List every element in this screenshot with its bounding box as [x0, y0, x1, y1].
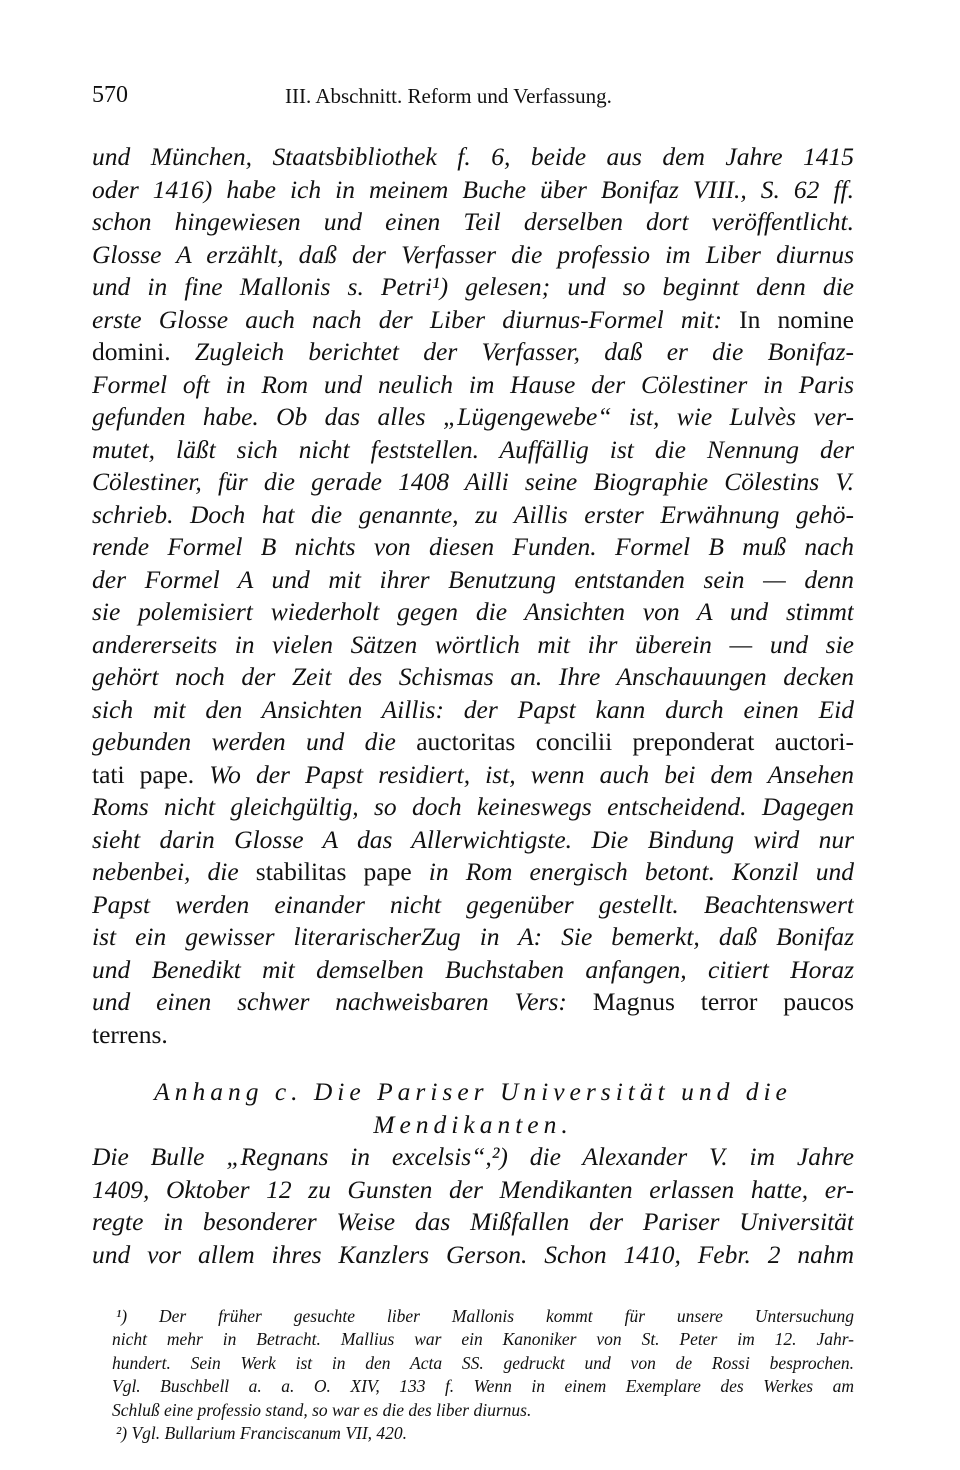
text-line — [92, 661, 854, 694]
text-segment: schon hingewiesen und einen Teil derselben dort veröffentlicht. — [92, 207, 854, 236]
text-line — [92, 1019, 854, 1052]
text-line — [92, 141, 854, 174]
text-segment: Zugleich berichtet der Verfasser, daß er die Bonifaz- — [194, 337, 854, 366]
text-segment: und Benedikt mit demselben Buchstaben anfangen, citiert Horaz — [92, 954, 854, 984]
footnote-line: ²) Vgl. Bullarium Franciscanum VII, 420. — [116, 1422, 408, 1443]
text-line — [92, 239, 854, 272]
footnotes — [92, 1305, 854, 1445]
text-segment: terrens. — [92, 1019, 168, 1049]
body-paragraph — [92, 141, 854, 1051]
text-line — [92, 954, 854, 987]
text-line — [92, 206, 854, 239]
running-head-title: III. Abschnitt. Reform und Verfassung. — [285, 84, 612, 108]
text-line — [92, 434, 854, 467]
text-segment: der Formel A und mit ihrer Benutzung entstanden sein — denn — [92, 564, 854, 594]
text-line — [92, 271, 854, 304]
text-line — [92, 791, 854, 824]
section-heading-line-1: Anhang c. Die Pariser Universität und die — [154, 1077, 792, 1106]
page-number: 570 — [92, 82, 128, 108]
text-segment: Glosse A erzählt, daß der Verfasser die professio im Liber diurnus — [92, 239, 854, 269]
text-line — [92, 401, 854, 434]
text-segment: und München, Staatsbibliothek f. 6, beide aus dem Jahre 1415 — [92, 142, 854, 171]
text-segment: tati pape. — [92, 759, 210, 789]
text-line — [92, 694, 854, 727]
text-line — [92, 921, 854, 954]
text-segment: und vor allem ihres Kanzlers Gerson. Schon 1410, Febr. 2 nahm — [92, 1239, 854, 1269]
text-segment: und in fine Mallonis s. Petri¹) gelesen; und so beginnt denn die — [92, 272, 854, 301]
text-line — [92, 466, 854, 499]
text-line — [92, 174, 854, 207]
text-segment: Roms nicht gleichgültig, so doch keineswegs entscheidend. Dagegen — [92, 792, 854, 821]
text-line — [92, 1141, 854, 1174]
text-segment: nebenbei, die — [92, 857, 256, 886]
footnote-line: hundert. Sein Werk ist in den Acta SS. gedruckt und von de Rossi besprochen. — [112, 1352, 854, 1373]
footnote-line: ¹) Der früher gesuchte liber Mallonis kommt für unsere Untersuchung — [116, 1306, 854, 1326]
text-line — [92, 889, 854, 922]
text-segment: regte in besonderer Weise das Mißfallen der Pariser Universität — [92, 1207, 854, 1236]
text-line — [92, 726, 854, 759]
text-line — [92, 304, 854, 337]
text-segment: sie polemisiert wiederholt gegen die Ansichten von A und stimmt — [92, 597, 854, 626]
text-line — [92, 336, 854, 369]
footnote-line: Schluß eine professio stand, so war es die des liber diurnus. — [112, 1399, 532, 1420]
text-segment: auctoritas concilii preponderat auctori- — [416, 727, 854, 756]
text-segment: 1409, Oktober 12 zu Gunsten der Mendikanten erlassen hatte, er- — [92, 1174, 854, 1204]
text-segment: Magnus terror paucos — [592, 987, 854, 1016]
text-segment: erste Glosse auch nach der Liber diurnus-Formel mit: — [92, 304, 740, 334]
text-block — [92, 141, 854, 1445]
text-segment: domini. — [92, 337, 195, 366]
text-segment: andererseits in vielen Sätzen wörtlich mit ihr überein — und sie — [92, 629, 854, 659]
text-segment: und einen schwer nachweisbaren Vers: — [92, 987, 593, 1016]
text-segment: Formel oft in Rom und neulich im Hause der Cölestiner in Paris — [92, 369, 854, 399]
text-line — [92, 759, 854, 792]
text-line — [92, 1174, 854, 1207]
text-line — [92, 1239, 854, 1272]
footnote-line: Vgl. Buschbell a. a. O. XIV, 133 f. Wenn in einem Exemplare des Werkes am — [112, 1376, 854, 1397]
text-line — [92, 564, 854, 597]
text-segment: rende Formel B nichts von diesen Funden. Formel B muß nach — [92, 532, 854, 561]
text-segment: In nomine — [739, 304, 854, 334]
section-heading-line-2: Mendikanten. — [373, 1109, 573, 1139]
text-segment: ist ein gewisser literarischerZug in A: Sie bemerkt, daß Bonifaz — [92, 922, 854, 951]
text-line — [92, 986, 854, 1019]
text-line — [92, 1206, 854, 1239]
text-line — [92, 499, 854, 532]
text-segment: Papst werden einander nicht gegenüber gestellt. Beachtenswert — [92, 889, 854, 919]
text-line — [92, 824, 854, 857]
text-segment: Die Bulle „Regnans in excelsis“,²) die Alexander V. im Jahre — [92, 1142, 854, 1171]
text-line — [92, 531, 854, 564]
running-head — [92, 82, 872, 122]
text-segment: oder 1416) habe ich in meinem Buche über Bonifaz VIII., S. 62 ff. — [92, 174, 854, 204]
text-segment: Wo der Papst residiert, ist, wenn auch bei dem Ansehen — [209, 759, 854, 789]
text-segment: mutet, läßt sich nicht feststellen. Auffällig ist die Nennung der — [92, 434, 854, 464]
text-segment: sich mit den Ansichten Aillis: der Papst kann durch einen Eid — [92, 694, 854, 724]
section-paragraph — [92, 1141, 854, 1271]
text-segment: gehört noch der Zeit des Schismas an. Ihre Anschauungen decken — [92, 662, 854, 691]
text-segment: gefunden habe. Ob das alles „Lügengewebe“ ist, wie Lulvès ver- — [92, 402, 854, 431]
text-segment: gebunden werden und die — [92, 727, 417, 756]
text-segment: in Rom energisch betont. Konzil und — [428, 857, 854, 886]
text-line — [92, 856, 854, 889]
text-segment: stabilitas pape — [255, 857, 429, 886]
text-segment: schrieb. Doch hat die genannte, zu Aillis erster Erwähnung gehö- — [92, 499, 854, 529]
text-line — [92, 369, 854, 402]
text-line — [92, 596, 854, 629]
text-line — [92, 629, 854, 662]
text-segment: Cölestiner, für die gerade 1408 Ailli seine Biographie Cölestins V. — [92, 467, 854, 496]
text-segment: sieht darin Glosse A das Allerwichtigste. Die Bindung wird nur — [92, 824, 854, 854]
footnote-line: nicht mehr in Betracht. Mallius war ein Kanoniker von St. Peter im 12. Jahr- — [112, 1329, 854, 1350]
